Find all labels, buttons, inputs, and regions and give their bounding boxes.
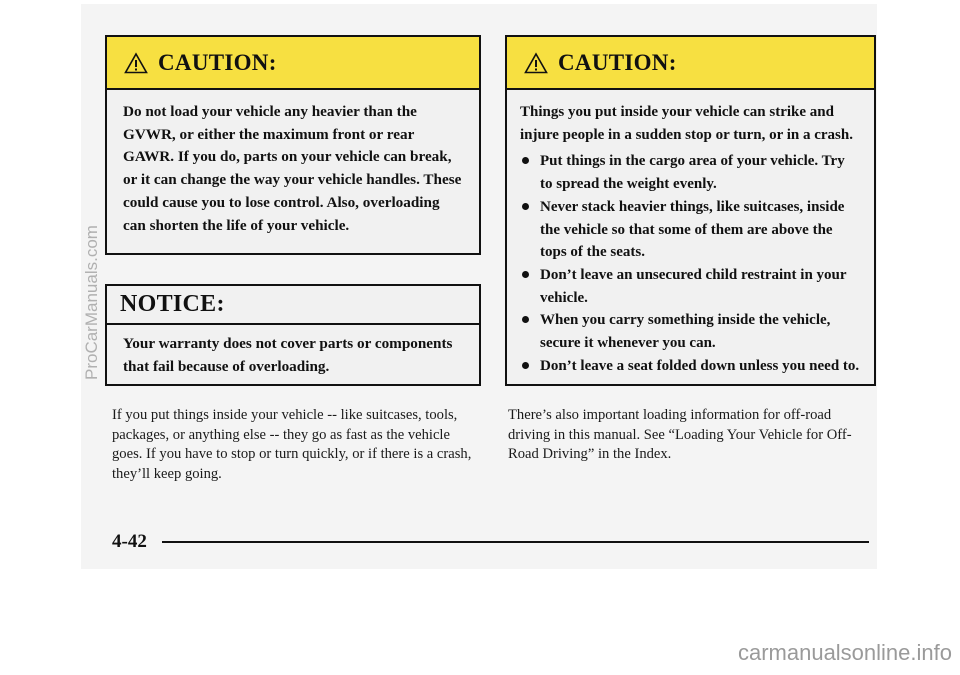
- bullet-dot-icon: [522, 316, 529, 323]
- footer-rule: [162, 541, 869, 543]
- caution-box-right: [505, 35, 876, 386]
- caution-bullet-list: [520, 150, 860, 377]
- caution-intro-right: Things you put inside your vehicle can strike and injure people in a sudden stop or turn, or in a crash.: [520, 104, 853, 143]
- body-paragraph-right: There’s also important loading information for off-road driving in this manual. See “Loading Your Vehicle for Off-Road Driving” in the Index.: [508, 407, 852, 463]
- bullet-dot-icon: [522, 203, 529, 210]
- bullet-item: Don’t leave an unsecured child restraint in your vehicle.: [520, 264, 860, 309]
- caution-text-left: Do not load your vehicle any heavier than the GVWR, or either the maximum front or rear GAWR. If you do, parts on your vehicle can break, or it can change the way your vehicle handles. These could cause you to lose control. Also, overloading can shorten the life of your vehicle.: [123, 103, 462, 234]
- caution-header-left: [107, 37, 479, 90]
- bullet-dot-icon: [522, 271, 529, 278]
- bullet-dot-icon: [522, 362, 529, 369]
- warning-triangle-icon: [124, 52, 148, 74]
- bullet-item: Don’t leave a seat folded down unless you need to.: [520, 355, 860, 378]
- notice-header: [107, 286, 479, 325]
- page-number: 4-42: [112, 531, 147, 552]
- site-watermark: carmanualsonline.info: [737, 640, 952, 665]
- caution-title-left: CAUTION:: [158, 49, 277, 75]
- bullet-item: Never stack heavier things, like suitcases, inside the vehicle so that some of them are above the tops of the seats.: [520, 196, 860, 264]
- warning-triangle-icon: [524, 52, 548, 74]
- bullet-dot-icon: [522, 157, 529, 164]
- watermark-text: ProCarManuals.com: [82, 225, 101, 380]
- bullet-item: Put things in the cargo area of your vehicle. Try to spread the weight evenly.: [520, 150, 860, 195]
- notice-title: NOTICE:: [120, 291, 225, 317]
- caution-header-right: [507, 37, 874, 90]
- caution-box-left: [105, 35, 481, 255]
- notice-text: Your warranty does not cover parts or components that fail because of overloading.: [123, 335, 453, 375]
- body-paragraph-left: If you put things inside your vehicle -- like suitcases, tools, packages, or anything else -- they go as fast as the vehicle goes. If you have to stop or turn quickly, or if there is a crash, they’ll keep going.: [112, 407, 472, 482]
- caution-title-right: CAUTION:: [558, 49, 677, 75]
- bullet-item: When you carry something inside the vehicle, secure it whenever you can.: [520, 309, 860, 354]
- notice-box: [105, 284, 481, 386]
